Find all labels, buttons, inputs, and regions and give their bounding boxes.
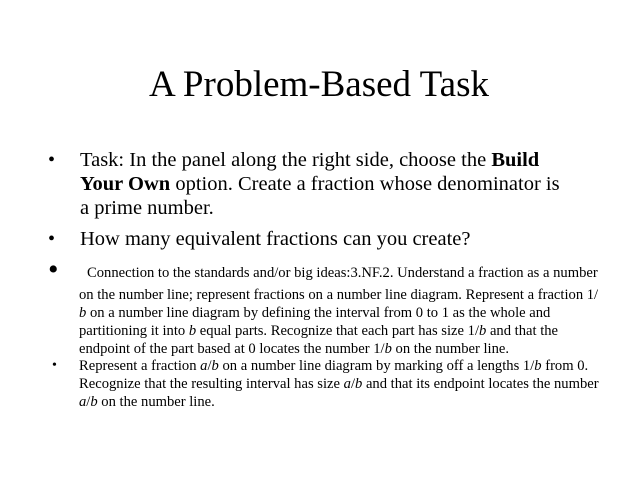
represent-text-part: on a number line diagram by marking off a lengths 1/ (218, 358, 535, 374)
var-b: b (384, 341, 392, 357)
var-b: b (90, 394, 98, 410)
var-a: a (79, 394, 87, 410)
standards-text-part: on the number line. (391, 341, 510, 357)
var-b: b (534, 358, 542, 374)
task-line-2 (80, 172, 600, 196)
represent-text-part: Represent a fraction (79, 358, 201, 374)
bullet-dot-icon: • (48, 228, 56, 250)
represent-text-part: from 0. (541, 358, 589, 374)
bullet-text-task (80, 148, 600, 220)
slide-title: A Problem-Based Task (149, 64, 489, 105)
your-own-keyword: Your Own (80, 173, 171, 195)
slash-char: / (207, 358, 212, 374)
standards-text-part: and that the (486, 323, 559, 339)
standards-text-part: partitioning it into (79, 323, 189, 339)
var-b: b (355, 376, 363, 392)
bullet-dot-icon: • (52, 358, 57, 373)
var-b: b (211, 358, 219, 374)
standards-line-1: Connection to the standards and/or big ideas:3.NF.2. Understand a fraction as a number (87, 265, 598, 281)
bullet-dot-icon: • (48, 253, 59, 286)
represent-text-part: on the number line. (97, 394, 215, 410)
build-keyword: Build (491, 149, 540, 171)
var-b: b (79, 305, 87, 321)
represent-text (79, 357, 599, 411)
question-text: How many equivalent fractions can you create? (80, 228, 471, 250)
var-b: b (479, 323, 487, 339)
represent-text-part: and that its endpoint locates the number (362, 376, 599, 392)
represent-text-part: Recognize that the resulting interval has size (79, 376, 344, 392)
standards-text (79, 264, 599, 358)
task-text-part: Task: In the panel along the right side, choose the (80, 149, 492, 171)
represent-line-2 (79, 375, 599, 393)
standards-text-part: on a number line diagram by defining the interval from 0 to 1 as the whole and (86, 305, 551, 321)
var-b: b (188, 323, 197, 339)
task-line-3: a prime number. (80, 197, 214, 219)
task-line-1 (80, 148, 600, 172)
standards-line-5 (79, 340, 599, 358)
bullet-dot-icon: • (48, 149, 56, 171)
slash-char: / (350, 376, 355, 392)
standards-line-4 (79, 322, 599, 340)
standards-line-3 (79, 304, 599, 322)
represent-line-3 (79, 393, 599, 411)
standards-text-part: endpoint of the part based at 0 locates the number 1/ (79, 341, 385, 357)
standards-line-2: on the number line; represent fractions on a number line diagram. Represent a fraction 1/ (79, 287, 599, 303)
represent-line-1 (79, 357, 599, 375)
var-a: a (200, 358, 208, 374)
var-a: a (343, 376, 351, 392)
standards-text-part: equal parts. Recognize that each part has size 1/ (196, 323, 479, 339)
task-text-part: option. Create a fraction whose denominator is (170, 173, 560, 195)
slash-char: / (86, 394, 91, 410)
